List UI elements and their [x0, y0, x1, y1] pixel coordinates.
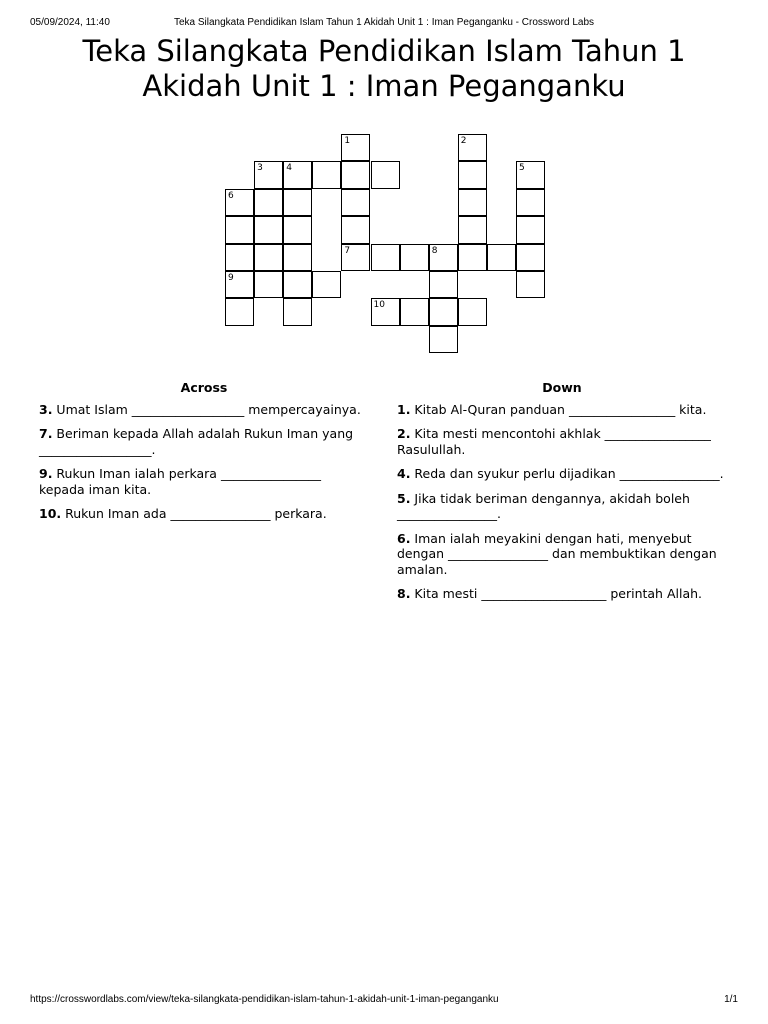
crossword-cell: [341, 161, 370, 188]
clue-number: 8.: [397, 586, 411, 601]
crossword-cell: [487, 244, 516, 271]
print-page-number: 1/1: [724, 994, 738, 1005]
crossword-cell: [283, 298, 312, 325]
crossword-cell: [371, 298, 400, 325]
crossword-cell: [458, 244, 487, 271]
crossword-cell: [312, 161, 341, 188]
print-header-title: Teka Silangkata Pendidikan Islam Tahun 1 Akidah Unit 1 : Iman Peganganku - Crossword Labs: [173, 17, 595, 28]
crossword-cell: [458, 161, 487, 188]
crossword-cell: [341, 189, 370, 216]
crossword-cell: [283, 216, 312, 243]
crossword-cell: [341, 244, 370, 271]
across-clue-10: [39, 506, 369, 522]
crossword-cell: [516, 161, 545, 188]
crossword-cell: [458, 298, 487, 325]
crossword-cell: [254, 189, 283, 216]
crossword-cell: [283, 161, 312, 188]
cell-number: 6: [228, 190, 234, 201]
crossword-cell: [516, 189, 545, 216]
crossword-cell: [429, 244, 458, 271]
crossword-cell: [458, 189, 487, 216]
clue-number: 6.: [397, 530, 411, 546]
down-heading: Down: [542, 380, 582, 395]
across-heading: Across: [180, 380, 228, 395]
crossword-cell: [516, 244, 545, 271]
clue-text: Reda dan syukur perlu dijadikan ________________.: [410, 466, 724, 481]
crossword-cell: [225, 189, 254, 216]
down-clues: [397, 380, 727, 611]
crossword-cell: [283, 189, 312, 216]
cell-number: 1: [344, 136, 351, 146]
crossword-cell: [283, 271, 312, 298]
cell-number: 4: [286, 163, 292, 174]
clue-text: Rukun Iman ada ________________ perkara.: [61, 506, 327, 521]
crossword-cell: [225, 298, 254, 325]
cell-number: 10: [373, 300, 385, 311]
crossword-cell: [341, 216, 370, 243]
clue-text: Kitab Al-Quran panduan _________________ kita.: [410, 401, 707, 417]
crossword-cell: [225, 271, 254, 298]
down-clue-8: [397, 586, 727, 602]
down-clue-2: [397, 426, 727, 457]
crossword-cell: [254, 161, 283, 188]
crossword-grid: [225, 134, 545, 354]
crossword-cell: [371, 244, 400, 271]
cell-number: 8: [431, 245, 438, 256]
print-footer-url: https://crosswordlabs.com/view/teka-silangkata-pendidikan-islam-tahun-1-akidah-unit-1-iman-peganganku: [30, 994, 499, 1005]
across-clue-7: [39, 426, 369, 457]
down-clue-1: [397, 402, 727, 418]
clue-text: Umat Islam __________________ mempercayainya.: [52, 401, 361, 417]
clue-number: 7.: [39, 426, 53, 441]
cell-number: 3: [257, 163, 263, 174]
page-title: [0, 34, 768, 104]
across-clue-3: [39, 402, 369, 418]
crossword-cell: [429, 271, 458, 298]
crossword-cell: [458, 216, 487, 243]
clue-number: 5.: [397, 490, 411, 506]
cell-number: 2: [460, 136, 467, 146]
down-clue-5: [397, 491, 727, 522]
crossword-cell: [283, 244, 312, 271]
cell-number: 5: [519, 163, 525, 174]
clue-text: Kita mesti mencontohi akhlak _________________ Rasulullah.: [397, 426, 711, 457]
crossword-cell: [400, 298, 429, 325]
crossword-cell: [341, 134, 370, 161]
clue-number: 2.: [397, 426, 411, 441]
cell-number: 9: [228, 273, 234, 283]
crossword-cell: [225, 216, 254, 243]
crossword-cell: [225, 244, 254, 271]
clue-number: 3.: [39, 401, 53, 417]
clue-number: 9.: [39, 466, 53, 481]
clue-number: 10.: [39, 506, 62, 521]
crossword-cell: [312, 271, 341, 298]
down-clue-4: [397, 466, 727, 482]
across-clue-9: [39, 466, 369, 497]
down-clue-6: [397, 531, 727, 578]
crossword-cell: [400, 244, 429, 271]
crossword-cell: [371, 161, 400, 188]
crossword-cell: [429, 298, 458, 325]
print-date: 05/09/2024, 11:40: [30, 17, 110, 28]
clue-number: 1.: [397, 401, 411, 417]
crossword-cell: [516, 271, 545, 298]
crossword-cell: [254, 271, 283, 298]
crossword-cell: [254, 216, 283, 243]
page-title-line-2: Akidah Unit 1 : Iman Peganganku: [142, 69, 626, 103]
crossword-cell: [458, 134, 487, 161]
crossword-cell: [516, 216, 545, 243]
across-clues: [39, 380, 369, 531]
clue-number: 4.: [397, 466, 411, 481]
clue-text: Rukun Iman ialah perkara ________________ kepada iman kita.: [39, 466, 321, 497]
clue-text: Kita mesti ____________________ perintah Allah.: [410, 586, 702, 601]
crossword-cell: [254, 244, 283, 271]
cell-number: 7: [344, 245, 351, 256]
clue-text: Beriman kepada Allah adalah Rukun Iman yang __________________.: [39, 426, 354, 457]
clue-text: Jika tidak beriman dengannya, akidah boleh ________________.: [397, 490, 690, 521]
crossword-cell: [429, 326, 458, 353]
page-title-line-1: Teka Silangkata Pendidikan Islam Tahun 1: [82, 34, 686, 68]
clue-text: Iman ialah meyakini dengan hati, menyebut dengan ________________ dan membuktikan dengan amalan.: [397, 530, 717, 577]
